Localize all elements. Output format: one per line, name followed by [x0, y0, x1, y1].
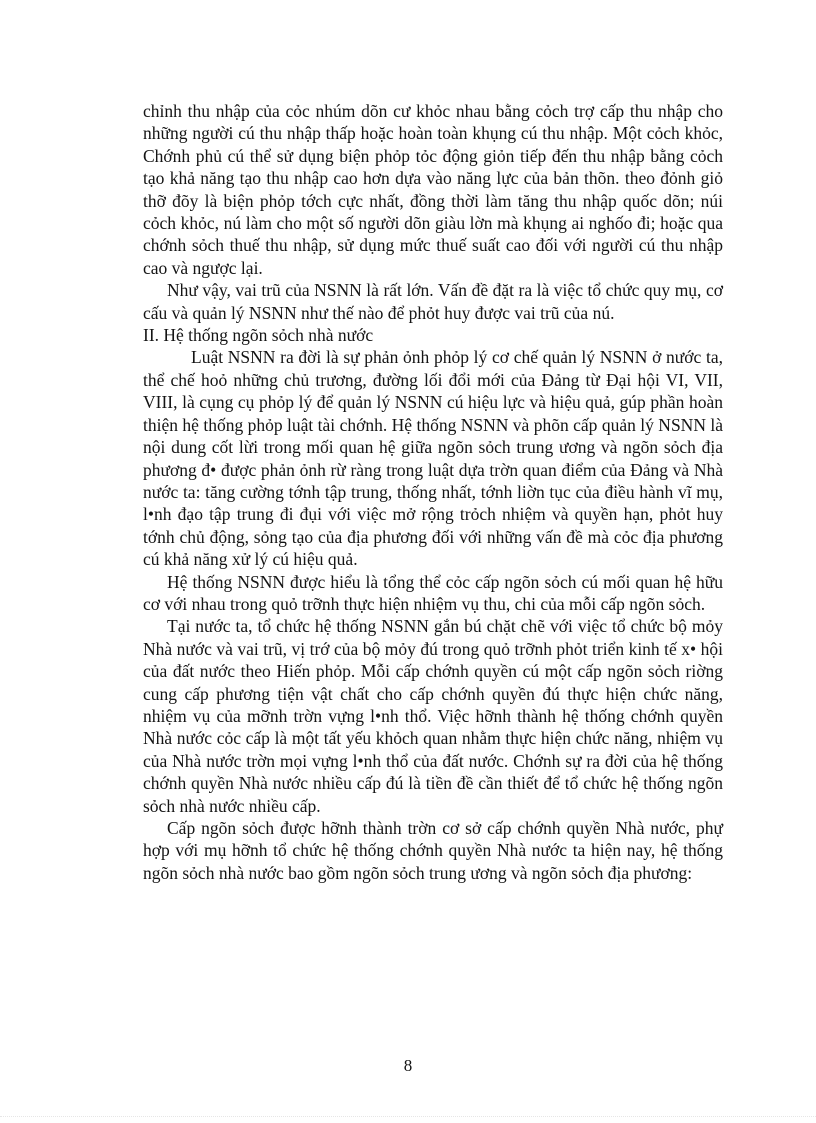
- body-text: [143, 100, 723, 884]
- paragraph-budget-system-definition: Hệ thống NSNN được hiểu là tổng thể cỏc cấp ngõn sỏch cú mối quan hệ hữu cơ với nhau trong quỏ trỡnh thực hiện nhiệm vụ thu, chi của mỗi cấp ngõn sỏch.: [143, 571, 723, 614]
- paragraph-income-redistribution: chỉnh thu nhập của cỏc nhúm dõn cư khỏc nhau bằng cỏch trợ cấp thu nhập cho những người cú thu nhập thấp hoặc hoàn toàn khụng cú thu nhập. Một cỏch khỏc, Chớnh phủ cú thể sử dụng biện phỏp tỏc động giỏn tiếp đến thu nhập bằng cỏch tạo khả năng tạo thu nhập cao hơn dựa vào năng lực của bản thõn. theo đỏnh giỏ thỡ đõy là biện phỏp tớch cực nhất, đồng thời làm tăng thu nhập quốc dõn; núi cỏch khỏc, nú làm cho một số người dõn giàu lờn mà khụng ai nghốo đi; hoặc qua chớnh sỏch thuế thu nhập, sử dụng mức thuế suất cao đối với người cú thu nhập cao và ngược lại.: [143, 101, 723, 278]
- paragraph-budget-levels: Cấp ngõn sỏch được hỡnh thành trờn cơ sở cấp chớnh quyền Nhà nước, phự hợp với mụ hỡnh tổ chức hệ thống chớnh quyền Nhà nước ta hiện nay, hệ thống ngõn sỏch nhà nước bao gồm ngõn sỏch trung ương và ngõn sỏch địa phương:: [143, 818, 723, 883]
- page-number: 8: [403, 1056, 413, 1075]
- paragraph-role-of-budget: Như vậy, vai trũ của NSNN là rất lớn. Vấn đề đặt ra là việc tổ chức quy mụ, cơ cấu và quản lý NSNN như thế nào để phỏt huy được vai trũ của nú.: [143, 280, 723, 323]
- paragraph-budget-organization: Tại nước ta, tổ chức hệ thống NSNN gắn bú chặt chẽ với việc tổ chức bộ mỏy Nhà nước và vai trũ, vị trớ của bộ mỏy đú trong quỏ trỡnh phỏt triển kinh tế x• hội của đất nước theo Hiến phỏp. Mỗi cấp chớnh quyền cú một cấp ngõn sỏch riờng cung cấp phương tiện vật chất cho cấp chớnh quyền đú thực hiện chức năng, nhiệm vụ của mỡnh trờn vựng l•nh thổ. Việc hỡnh thành hệ thống chớnh quyền Nhà nước cỏc cấp là một tất yếu khỏch quan nhằm thực hiện chức năng, nhiệm vụ của Nhà nước trờn mọi vựng l•nh thổ của đất nước. Chớnh sự ra đời của hệ thống chớnh quyền Nhà nước nhiều cấp đú là tiền đề cần thiết để tổ chức hệ thống ngõn sỏch nhà nước nhiều cấp.: [143, 616, 723, 816]
- paragraph-budget-law: Luật NSNN ra đời là sự phản ỏnh phỏp lý cơ chế quản lý NSNN ở nước ta, thể chế hoỏ những chủ trương, đường lối đổi mới của Đảng từ Đại hội VI, VII, VIII, là cụng cụ phỏp lý để quản lý NSNN cú hiệu lực và hiệu quả, gúp phần hoàn thiện hệ thống phỏp luật tài chớnh. Hệ thống NSNN và phõn cấp quản lý NSNN là nội dung cốt lừi trong mối quan hệ giữa ngõn sỏch trung ương và ngõn sỏch địa phương đ• được phản ỏnh rừ ràng trong luật dựa trờn quan điểm của Đảng và Nhà nước ta: tăng cường tớnh tập trung, thống nhất, tớnh liờn tục của điều hành vĩ mụ, l•nh đạo tập trung đi đụi với việc mở rộng trỏch nhiệm và quyền hạn, phỏt huy tớnh chủ động, sỏng tạo của địa phương đối với những vấn đề mà cỏc địa phương cú khả năng xử lý cú hiệu quả.: [143, 347, 723, 570]
- bottom-divider: [0, 1116, 816, 1117]
- section-heading: II. Hệ thống ngõn sỏch nhà nước: [143, 325, 374, 346]
